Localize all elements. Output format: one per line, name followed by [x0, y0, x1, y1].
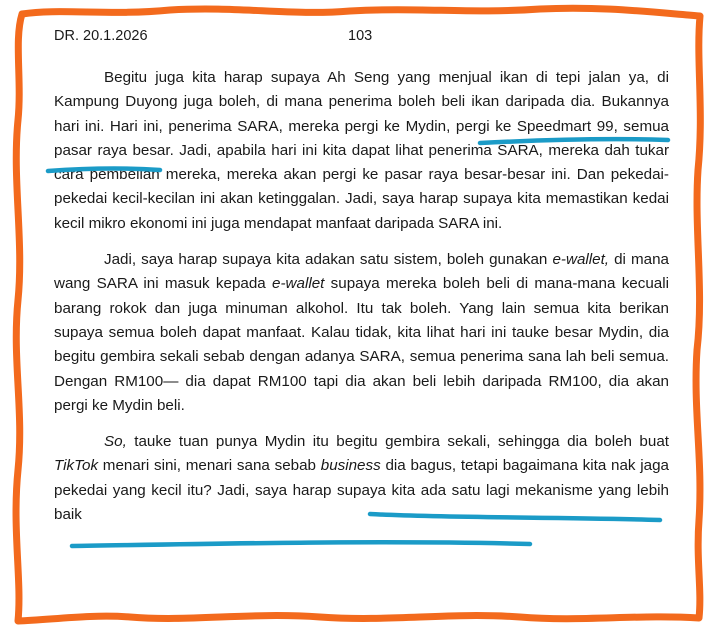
sitting-date: DR. 20.1.2026 [54, 28, 148, 44]
p3-italic-business: business [320, 457, 381, 475]
p3-italic-so: So, [104, 433, 127, 451]
underline-stroke-4 [72, 542, 530, 546]
p3-text-3: dia bagus, tetapi bagaimana kita nak jaga pekedai yang kecil itu? Jadi, saya harap supaya kita ada satu lagi mekanisme yang lebih baik [54, 457, 669, 524]
p3-text-2: menari sini, menari sana sebab [98, 457, 321, 475]
p2-text-2: di mana wang SARA ini masuk kepada [54, 251, 669, 293]
p2-text-1: Jadi, saya harap supaya kita adakan satu sistem, boleh gunakan [104, 251, 553, 269]
p2-italic-ewallet-2: e-wallet [272, 275, 325, 293]
p1-text-2: , semua pasar raya besar. Jadi, apabila hari ini kita dapat lihat penerima SARA, mereka dah tukar cara pembelian mereka, mereka akan pergi ke pasar raya besar-besar ini. Dan pekedai-pekedai kecil-kecilan ini akan ketinggalan. Jadi, saya harap supaya kita memastikan kedai kecil mikro ekonomi ini juga mendapat manfaat daripada SARA ini. [54, 117, 669, 232]
p1-text-1: Begitu juga kita harap supaya Ah Seng yang menjual ikan di tepi jalan ya, di Kampung Duyong juga boleh, di mana penerima boleh beli ikan daripada dia. Bukannya hari ini. Hari ini, penerima SARA, mereka [54, 69, 669, 135]
p3-text-1: tauke tuan punya Mydin itu begitu gembira sekali, sehingga dia boleh buat [126, 433, 669, 451]
p2-text-3: supaya mereka boleh beli di mana-mana kecuali barang rokok dan juga minuman alkohol. Itu tak boleh. Yang lain semua kita berikan supaya semua boleh dapat manfaat. Kalau tidak, kita lihat hari ini tauke besar Mydin, dia begitu gembira sekali sebab dengan adanya SARA, semua penerima sana lah beli semua. Dengan RM100— dia dapat RM100 tapi dia akan beli lebih daripada RM100, dia akan pergi ke Mydin beli. [54, 275, 669, 414]
paragraph-3 [54, 430, 669, 527]
p1-highlighted-phrase: pergi ke Mydin, pergi ke Speedmart 99 [344, 117, 614, 135]
p2-italic-ewallet-1: e-wallet, [552, 251, 610, 269]
page-number: 103 [348, 28, 373, 44]
paragraph-1 [54, 66, 669, 236]
cropped-page-edge [50, 596, 680, 632]
paragraph-2 [54, 248, 669, 418]
p3-italic-tiktok: TikTok [54, 457, 99, 475]
hansard-text [54, 66, 669, 527]
